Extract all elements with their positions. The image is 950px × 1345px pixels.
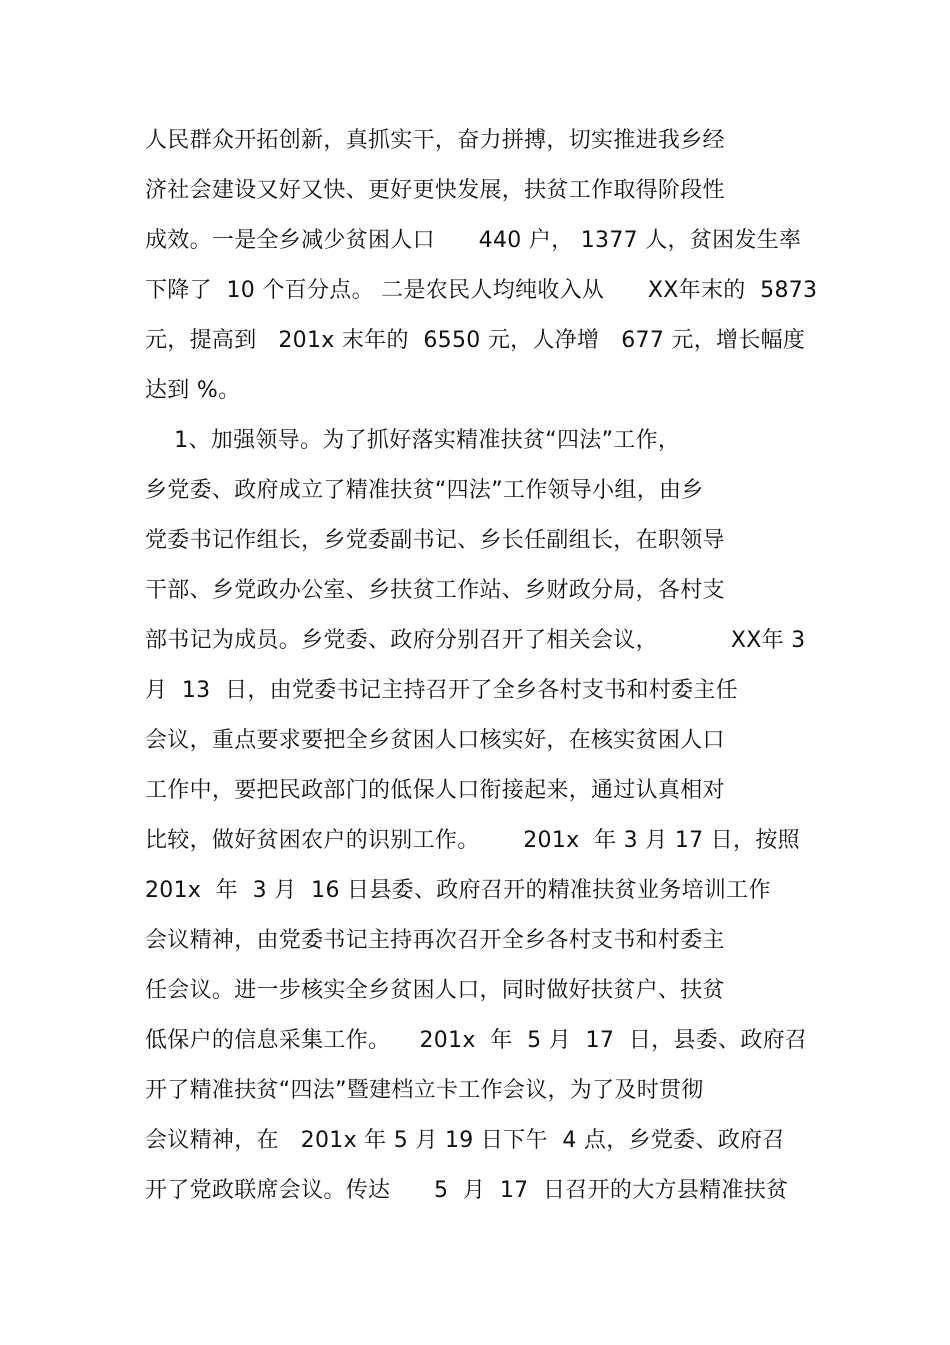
- text-line: 会议，重点要求要把全乡贫困人口核实好，在核实贫困人口: [145, 728, 725, 753]
- text-line: 党委书记作组长，乡党委副书记、乡长任副组长，在职领导: [145, 528, 725, 553]
- text-line: 济社会建设又好又快、更好更快发展，扶贫工作取得阶段性: [145, 178, 725, 203]
- text-line: 乡党委、政府成立了精准扶贫“四法”工作领导小组，由乡: [145, 478, 704, 503]
- text-line: 201x 年 3 月 16 日县委、政府召开的精准扶贫业务培训工作: [145, 878, 771, 903]
- text-line: 会议精神，在 201x 年 5 月 19 日下午 4 点，乡党委、政府召: [145, 1128, 785, 1153]
- text-line: 达到 %。: [145, 378, 241, 403]
- text-line: 比较，做好贫困农户的识别工作。 201x 年 3 月 17 日，按照: [145, 828, 800, 853]
- text-line: 成效。一是全乡减少贫困人口 440 户， 1377 人，贫困发生率: [145, 228, 802, 253]
- text-line: 任会议。进一步核实全乡贫困人口，同时做好扶贫户、扶贫: [145, 978, 725, 1003]
- text-line: 会议精神，由党委书记主持再次召开全乡各村支书和村委主: [145, 928, 725, 953]
- text-line: 下降了 10 个百分点。 二是农民人均纯收入从 XX年末的 5873: [145, 278, 818, 303]
- text-line: 低保户的信息采集工作。 201x 年 5 月 17 日，县委、政府召: [145, 1028, 808, 1053]
- text-line: 干部、乡党政办公室、乡扶贫工作站、乡财政分局，各村支: [145, 578, 725, 603]
- text-line: 1、加强领导。为了抓好落实精准扶贫“四法”工作，: [145, 428, 681, 453]
- text-line: 工作中，要把民政部门的低保人口衔接起来，通过认真相对: [145, 778, 725, 803]
- text-line: 人民群众开拓创新，真抓实干，奋力拼搏，切实推进我乡经: [145, 128, 725, 153]
- text-line: 开了党政联席会议。传达 5 月 17 日召开的大方县精准扶贫: [145, 1178, 789, 1203]
- text-line: 开了精准扶贫“四法”暨建档立卡工作会议，为了及时贯彻: [145, 1078, 704, 1103]
- text-line: 元，提高到 201x 末年的 6550 元，人净增 677 元，增长幅度: [145, 328, 806, 353]
- text-line: 月 13 日，由党委书记主持召开了全乡各村支书和村委主任: [145, 678, 738, 703]
- text-line: 部书记为成员。乡党委、政府分别召开了相关会议， XX年 3: [145, 628, 806, 653]
